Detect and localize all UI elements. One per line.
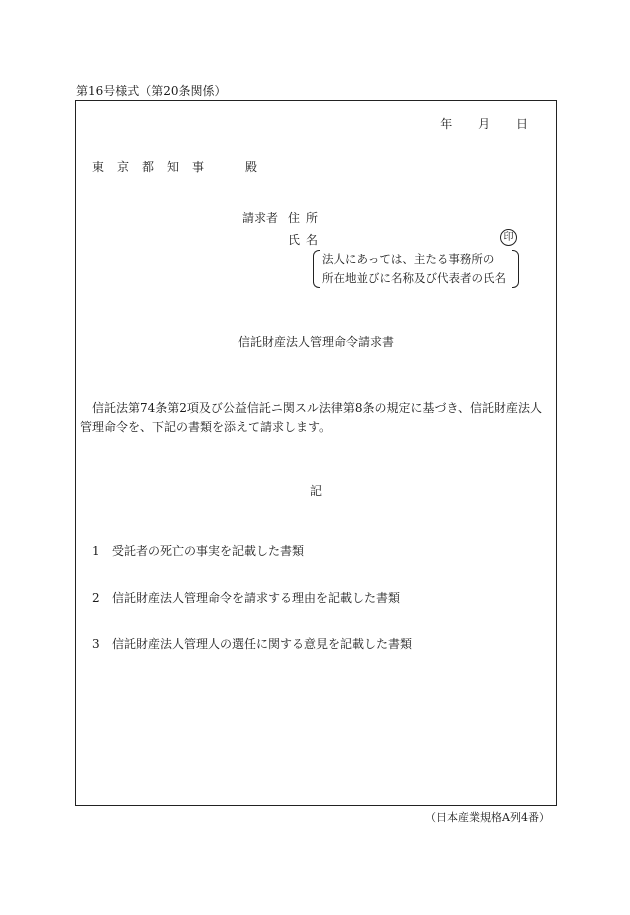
item-number: 3 (92, 637, 100, 651)
addressee-char: 都 (142, 160, 155, 174)
corporation-note-line2: 所在地並びに名称及び代表者の氏名 (322, 271, 506, 285)
item-text: 信託財産法人管理命令を請求する理由を記載した書類 (112, 591, 401, 605)
date-line (418, 115, 528, 132)
request-form (75, 100, 557, 806)
addressee-char: 京 (117, 160, 130, 174)
addressee-honorific: 殿 (245, 160, 258, 174)
address-label: 住所 (288, 211, 325, 225)
document-title: 信託財産法人管理命令請求書 (237, 335, 394, 349)
addressee-char: 東 (92, 160, 105, 174)
jis-size-note: （日本産業規格A列4番） (425, 811, 550, 824)
list-item (92, 589, 400, 606)
form-number: 第16号様式（第20条関係） (76, 84, 227, 98)
right-brace (512, 250, 519, 288)
addressee-char: 知 (167, 160, 180, 174)
addressee (92, 158, 257, 175)
seal-mark: 印 (500, 229, 517, 246)
list-item (92, 542, 304, 559)
left-brace (313, 250, 320, 288)
name-label: 氏名 (288, 233, 325, 247)
item-text: 信託財産法人管理人の選任に関する意見を記載した書類 (112, 637, 413, 651)
body-text: 信託法第74条第2項及び公益信託ニ関スル法律第8条の規定に基づき、信託財産法人管理命令を、下記の書類を添えて請求します。 (80, 401, 543, 434)
ki-heading: 記 (309, 484, 322, 498)
item-number: 1 (92, 544, 100, 558)
corporation-note (313, 250, 519, 288)
item-number: 2 (92, 591, 100, 605)
date-year-label: 年 (440, 117, 453, 131)
requester-label: 請求者 (242, 211, 279, 225)
list-item (92, 635, 412, 652)
item-text: 受託者の死亡の事実を記載した書類 (112, 544, 305, 558)
corporation-note-line1: 法人にあっては、主たる事務所の (322, 252, 495, 266)
date-month-label: 月 (478, 117, 491, 131)
date-day-label: 日 (515, 117, 528, 131)
addressee-char: 事 (192, 160, 205, 174)
